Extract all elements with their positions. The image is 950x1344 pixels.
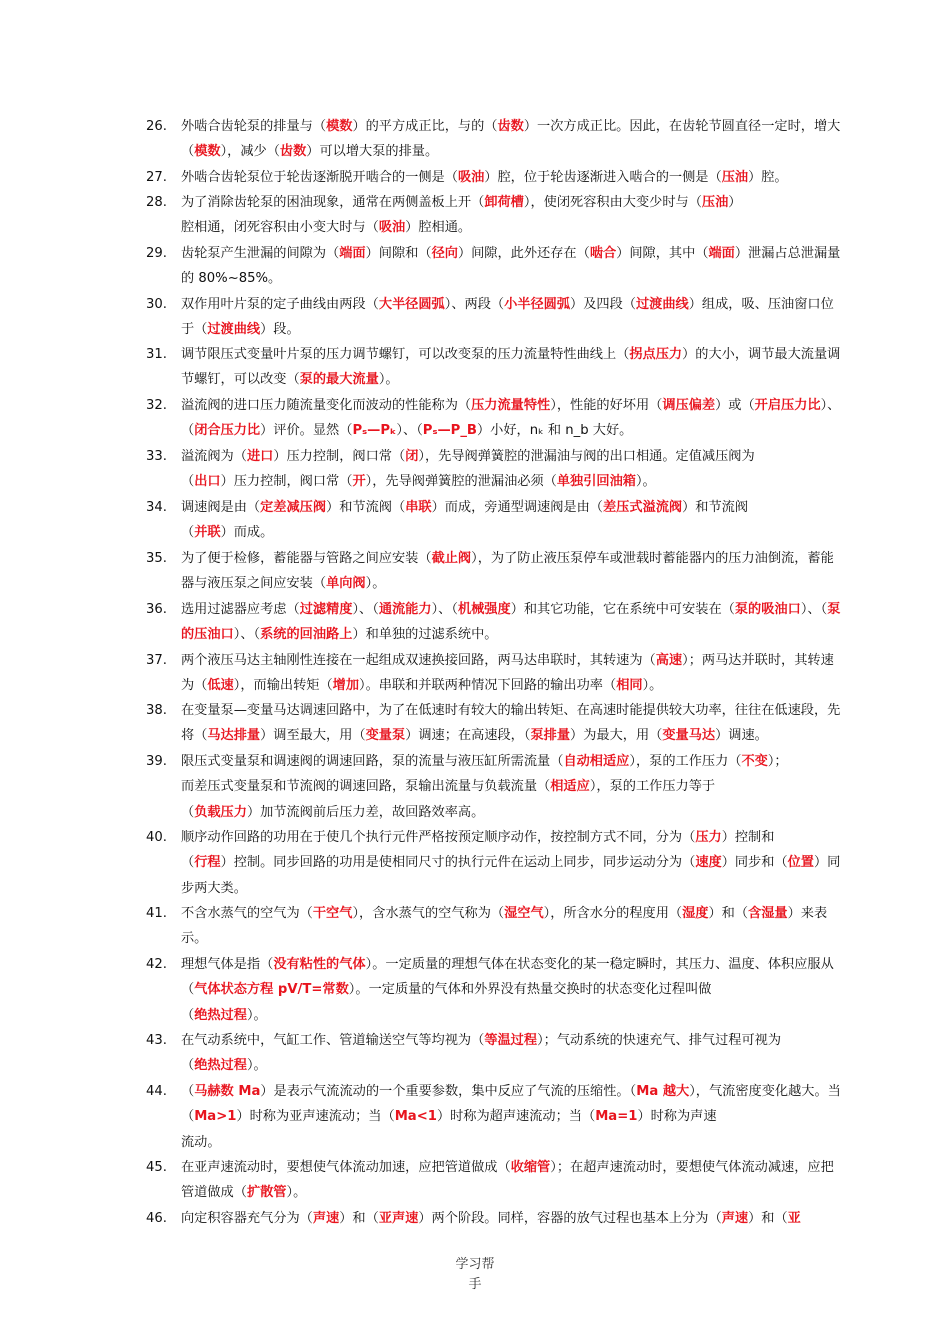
question-text: [181, 190, 846, 241]
answer-blank: 马赫数 Ma: [194, 1084, 261, 1099]
question-text-segment: ）泄漏占总泄漏量的 80%~85%。: [181, 246, 841, 287]
answer-blank: 闭: [405, 449, 419, 464]
question-text-segment: ）而成，旁通型调速阀是由（: [431, 500, 603, 515]
question-text-segment: 两个液压马达主轴刚性连接在一起组成双速换接回路，两马达串联时，其转速为（: [181, 653, 656, 668]
answer-blank: 泵排量: [530, 728, 571, 744]
answer-blank: 压油: [721, 170, 749, 185]
answer-blank: 吸油: [457, 170, 485, 185]
answer-blank: 泵的最大流量: [299, 372, 379, 388]
answer-blank: 系统的回油路上: [260, 627, 353, 643]
answer-blank: 自动相适应: [563, 754, 630, 769]
question-number: 27.: [146, 170, 167, 185]
question-text-segment: ）。一定质量的气体和外界没有热量交换时的状态变化过程叫做: [348, 982, 712, 998]
question-text-segment: ）调速；在高速段，（: [405, 728, 531, 744]
answer-blank: 单向阀: [326, 576, 366, 592]
question-text-segment: ）同步两大类。: [181, 855, 841, 896]
question-text-segment: ）腔。: [748, 170, 788, 185]
question-text: [181, 1155, 846, 1206]
question-text-segment: 限压式变量泵和调速阀的调速回路，泵的流量与液压缸所需流量（: [181, 754, 564, 769]
question-text-segment: ）。一定质量的理想气体在状态变化的某一稳定瞬时，其压力、温度、体积应服从（: [181, 957, 834, 998]
question-text-segment: （: [181, 1084, 195, 1099]
answer-blank: 绝热过程: [194, 1058, 247, 1074]
question-text: [181, 1079, 846, 1155]
question-text-segment: ）时称为亚声速流动；当（: [236, 1109, 395, 1125]
question-item: [146, 749, 846, 825]
answer-blank: 吸油: [378, 220, 406, 236]
question-text: [181, 825, 846, 901]
answer-blank: 过渡曲线: [635, 297, 689, 312]
answer-blank: 端面: [339, 246, 366, 261]
question-text: [181, 393, 846, 444]
question-text-segment: 选用过滤器应考虑（: [181, 602, 300, 617]
question-text-segment: 调速阀是由（: [181, 500, 261, 515]
question-text-segment: ）腔，位于轮齿逐渐进入啮合的一侧是（: [484, 170, 722, 185]
answer-blank: 干空气: [312, 906, 353, 921]
question-number: 31.: [146, 347, 167, 362]
question-text-segment: 向定积容器充气分为（: [181, 1211, 313, 1226]
answer-blank: 过滤精度: [299, 602, 353, 617]
answer-blank: 速度: [695, 855, 722, 871]
question-text-segment: ）小好，nₖ 和 n_b 大好。: [476, 423, 633, 439]
question-text-segment: ）、（: [233, 627, 261, 643]
question-text: [181, 749, 846, 825]
question-text: [181, 698, 846, 749]
answer-blank: 湿度: [682, 906, 709, 921]
answer-blank: 并联: [194, 525, 221, 541]
answer-blank: 相适应: [550, 779, 590, 795]
answer-blank: 模数: [326, 119, 353, 134]
answer-blank: Pₛ—Pₖ: [352, 423, 397, 439]
answer-blank: 进口: [246, 449, 274, 464]
answer-blank: 啮合: [589, 246, 617, 261]
answer-blank: 亚声速: [378, 1211, 419, 1226]
question-text-segment: 溢流阀的进口压力随流量变化而波动的性能称为（: [181, 398, 472, 413]
question-text-segment: 齿轮泵产生泄漏的间隙为（: [181, 246, 340, 261]
question-number: 40.: [146, 830, 167, 845]
answer-blank: 没有粘性的气体: [273, 957, 366, 972]
question-text-segment: ）及四段（: [570, 297, 636, 312]
answer-blank: 声速: [312, 1211, 340, 1226]
answer-blank: 不变: [741, 754, 768, 769]
question-item: [146, 444, 846, 495]
answer-blank: 低速: [207, 678, 234, 694]
question-text-segment: ）、（: [352, 602, 379, 617]
answer-blank: 出口: [194, 474, 221, 490]
question-text-segment: 外啮合齿轮泵位于轮齿逐渐脱开啮合的一侧是（: [181, 170, 458, 185]
answer-blank: 开: [352, 474, 366, 490]
answer-blank: 卸荷槽: [484, 195, 524, 210]
question-text-segment: ）、两段（: [444, 297, 505, 312]
question-number: 35.: [146, 551, 167, 566]
answer-blank: 马达排量: [207, 728, 261, 744]
question-text-segment: ）；: [767, 754, 788, 769]
question-text-segment: 顺序动作回路的功用在于使几个执行元件严格按预定顺序动作，按控制方式不同，分为（: [181, 830, 696, 845]
question-text-segment: ），而输出转矩（: [233, 678, 333, 694]
question-text-segment: ）: [728, 195, 742, 210]
question-text-segment: ）；在超声速流动时，要想使气体流动减速，应把管道做成（: [181, 1160, 834, 1201]
answer-blank: 相同: [616, 678, 643, 694]
answer-blank: 齿数: [279, 144, 307, 160]
question-text-segment: ）时称为超声速流动；当（: [436, 1109, 596, 1125]
question-text-segment: ），泵的工作压力等于: [589, 779, 716, 795]
question-text-segment: ）、（: [800, 602, 828, 617]
answer-blank: 负载压力: [194, 804, 247, 820]
question-text-segment: ），使闭死容积由大变少时与（: [523, 195, 702, 210]
question-item: [146, 1079, 846, 1155]
footer-line-2: 手: [468, 1277, 482, 1292]
question-item: [146, 165, 846, 190]
question-number: 46.: [146, 1211, 167, 1226]
answer-blank: Ma>1: [194, 1109, 237, 1125]
question-text-segment: ），泵的工作压力（: [629, 754, 742, 769]
answer-blank: 声速: [721, 1211, 749, 1226]
answer-blank: 齿数: [497, 119, 524, 134]
page-footer: [0, 1255, 950, 1295]
question-item: [146, 546, 846, 597]
question-text-segment: ）和节流阀（: [326, 500, 406, 515]
question-text-segment: ）调至最大，用（: [260, 728, 366, 744]
question-text-segment: ）和节流阀: [682, 500, 749, 515]
question-text-segment: 在变量泵—变量马达调速回路中，为了在低速时有较大的输出转矩、在高速时能提供较大功率，往往在低速段，先将（: [181, 703, 841, 744]
answer-blank: 高速: [655, 653, 683, 668]
question-text-segment: （: [181, 804, 195, 820]
answer-blank: Ma<1: [394, 1109, 437, 1125]
answer-blank: 扩散管: [246, 1185, 287, 1201]
answer-blank: 变量泵: [365, 728, 406, 744]
question-text-segment: 溢流阀为（: [181, 449, 247, 464]
question-text-segment: ）。: [635, 474, 656, 490]
question-text-segment: 双作用叶片泵的定子曲线由两段（: [181, 297, 379, 312]
question-text-segment: （: [181, 855, 195, 871]
question-number: 42.: [146, 957, 167, 972]
question-item: [146, 495, 846, 546]
question-text-segment: ）的大小，调节最大流量调节螺钉，可以改变（: [181, 347, 841, 388]
question-text-segment: 外啮合齿轮泵的排量与（: [181, 119, 327, 134]
question-text-segment: ）两个阶段。同样，容器的放气过程也基本上分为（: [418, 1211, 722, 1226]
question-text-segment: ）一次方成正比。因此，在齿轮节圆直径一定时，增大（: [181, 119, 841, 160]
question-text-segment: ），所含水分的程度用（: [543, 906, 683, 921]
question-item: [146, 648, 846, 699]
question-item: [146, 292, 846, 343]
answer-blank: 含湿量: [748, 906, 788, 921]
answer-blank: 压力流量特性: [471, 398, 551, 413]
question-number: 37.: [146, 653, 167, 668]
question-item: [146, 698, 846, 749]
question-text-segment: ）压力控制，阀口常（: [220, 474, 353, 490]
question-text-segment: ）评价。显然（: [260, 423, 353, 439]
answer-blank: 差压式溢流阀: [603, 500, 683, 515]
answer-blank: 小半径圆弧: [504, 297, 571, 312]
question-text-segment: ）同步和（: [721, 855, 788, 871]
question-item: [146, 1028, 846, 1079]
question-text: [181, 241, 846, 292]
answer-blank: 定差减压阀: [260, 500, 327, 515]
question-text-segment: ）和其它功能，它在系统中可安装在（: [510, 602, 735, 617]
question-number: 30.: [146, 297, 167, 312]
answer-blank: 端面: [708, 246, 735, 261]
question-text-segment: ）的平方成正比，与的（: [352, 119, 498, 134]
question-text-segment: ）段。: [260, 322, 300, 338]
question-text-segment: （: [181, 1007, 195, 1023]
question-text-segment: 理想气体是指（: [181, 957, 274, 972]
question-item: [146, 597, 846, 648]
question-text-segment: ）间隙，其中（: [616, 246, 709, 261]
answer-blank: Ma=1: [595, 1109, 638, 1125]
answer-blank: 机械强度: [457, 602, 511, 617]
answer-blank: 闭合压力比: [194, 423, 261, 439]
question-text-segment: ）或（: [715, 398, 755, 413]
answer-blank: 等温过程: [484, 1033, 538, 1048]
answer-blank: 模数: [194, 144, 221, 160]
question-text-segment: ）。: [246, 1058, 267, 1074]
question-text-segment: ）、（: [396, 423, 423, 439]
answer-blank: 通流能力: [378, 602, 432, 617]
question-item: [146, 190, 846, 241]
question-text-segment: 在气动系统中，气缸工作、管道输送空气等均视为（: [181, 1033, 485, 1048]
question-text-segment: 腔相通，闭死容积由小变大时与（: [181, 220, 379, 236]
question-text: [181, 597, 846, 648]
question-text: [181, 1206, 846, 1231]
answer-blank: 绝热过程: [194, 1007, 247, 1023]
question-text-segment: ）组成，吸、压油窗口位于（: [181, 297, 834, 338]
question-text-segment: ）调速。: [715, 728, 768, 744]
question-text-segment: ）。: [378, 372, 399, 388]
question-text-segment: 在亚声速流动时，要想使气体流动加速，应把管道做成（: [181, 1160, 511, 1175]
question-number: 33.: [146, 449, 167, 464]
question-text-segment: ），先导阀弹簧腔的泄漏油与阀的出口相通。定值减压阀为: [418, 449, 755, 464]
answer-blank: 收缩管: [510, 1160, 551, 1175]
question-item: [146, 393, 846, 444]
question-number: 41.: [146, 906, 167, 921]
question-number: 36.: [146, 602, 167, 617]
question-text-segment: 为了便于检修，蓄能器与管路之间应安装（: [181, 551, 432, 566]
question-text-segment: ）而成。: [220, 525, 274, 541]
question-text-segment: ）、（: [431, 602, 458, 617]
question-text-segment: （: [181, 474, 195, 490]
question-item: [146, 1155, 846, 1206]
question-text: [181, 342, 846, 393]
answer-blank: 气体状态方程 pV/T=常数: [194, 982, 349, 998]
answer-blank: 过渡曲线: [207, 322, 261, 338]
question-item: [146, 901, 846, 952]
question-text-segment: ）、（: [181, 398, 841, 439]
question-text: [181, 546, 846, 597]
question-text: [181, 165, 846, 190]
answer-blank: 压油: [701, 195, 729, 210]
question-text-segment: （: [181, 525, 195, 541]
question-text-segment: ）为最大，用（: [570, 728, 663, 744]
question-text-segment: 调节限压式变量叶片泵的压力调节螺钉，可以改变泵的压力流量特性曲线上（: [181, 347, 630, 362]
question-text-segment: ）时称为声速: [637, 1109, 717, 1125]
question-number: 26.: [146, 119, 167, 134]
question-text-segment: ）和（: [748, 1211, 788, 1226]
answer-blank: 变量马达: [662, 728, 716, 744]
answer-blank: 增加: [332, 678, 360, 694]
question-text-segment: 而差压式变量泵和节流阀的调速回路，泵输出流量与负载流量（: [181, 779, 551, 795]
question-text-segment: ）。: [286, 1185, 307, 1201]
question-number: 43.: [146, 1033, 167, 1048]
question-text-segment: ）是表示气流流动的一个重要参数，集中反应了气流的压缩性。（: [260, 1084, 637, 1099]
question-text-segment: ）。: [246, 1007, 267, 1023]
question-item: [146, 114, 846, 165]
question-text-segment: ）。: [642, 678, 663, 694]
question-text-segment: （: [181, 1058, 195, 1074]
answer-blank: Ma 越大: [636, 1084, 690, 1099]
question-text-segment: ），气流密度变化越大。当（: [181, 1084, 841, 1125]
question-text-segment: ）加节流阀前后压力差，故回路效率高。: [246, 804, 485, 820]
answer-blank: 大半径圆弧: [378, 297, 445, 312]
question-number: 39.: [146, 754, 167, 769]
answer-blank: 行程: [194, 855, 221, 871]
footer-line-1: 学习帮: [455, 1257, 495, 1272]
question-text-segment: ）来表示。: [181, 906, 828, 947]
question-text: [181, 1028, 846, 1079]
question-text-segment: 为了消除齿轮泵的困油现象，通常在两侧盖板上开（: [181, 195, 485, 210]
answer-blank: 亚: [787, 1211, 801, 1226]
question-text-segment: ）和单独的过滤系统中。: [352, 627, 498, 643]
question-text-segment: ）；气动系统的快速充气、排气过程可视为: [537, 1033, 782, 1048]
question-number: 28.: [146, 195, 167, 210]
answer-blank: 泵的吸油口: [734, 602, 801, 617]
question-number: 29.: [146, 246, 167, 261]
question-item: [146, 825, 846, 901]
answer-blank: 拐点压力: [629, 347, 683, 362]
question-text: [181, 648, 846, 699]
question-item: [146, 952, 846, 1028]
question-number: 44.: [146, 1084, 167, 1099]
question-text-segment: ）间隙和（: [365, 246, 432, 261]
answer-blank: 湿空气: [504, 906, 544, 921]
question-text: [181, 495, 846, 546]
question-text-segment: ），先导阀弹簧腔的泄漏油必须（: [365, 474, 557, 490]
question-text-segment: ），减少（: [220, 144, 280, 160]
question-text-segment: ）可以增大泵的排量。: [306, 144, 439, 160]
question-text-segment: 不含水蒸气的空气为（: [181, 906, 313, 921]
answer-blank: 调压偏差: [662, 398, 716, 413]
answer-blank: Pₛ—P_B: [422, 423, 477, 439]
answer-blank: 径向: [431, 246, 458, 261]
question-text-segment: ），为了防止液压泵停车或泄载时蓄能器内的压力油倒流，蓄能器与液压泵之间应安装（: [181, 551, 834, 592]
question-text-segment: ），含水蒸气的空气称为（: [352, 906, 505, 921]
question-number: 45.: [146, 1160, 167, 1175]
question-item: [146, 1206, 846, 1231]
question-text-segment: ）间隙，此外还存在（: [457, 246, 590, 261]
question-text: [181, 444, 846, 495]
question-text-segment: ）控制和: [721, 830, 775, 845]
answer-blank: 泵的压油口: [181, 602, 841, 643]
question-text: [181, 901, 846, 952]
question-text: [181, 952, 846, 1028]
question-text-segment: ）和（: [708, 906, 749, 921]
question-number: 38.: [146, 703, 167, 718]
question-text-segment: ）腔相通。: [405, 220, 472, 236]
question-text: [181, 292, 846, 343]
question-number: 34.: [146, 500, 167, 515]
question-text-segment: ）和（: [339, 1211, 379, 1226]
answer-blank: 压力: [695, 830, 722, 845]
answer-blank: 串联: [405, 500, 432, 515]
question-text-segment: 流动。: [181, 1134, 221, 1150]
answer-blank: 位置: [787, 855, 814, 871]
answer-blank: 截止阀: [431, 551, 472, 566]
answer-blank: 单独引回油箱: [556, 474, 636, 490]
question-text-segment: ）；两马达并联时，其转速为（: [181, 653, 834, 694]
question-item: [146, 241, 846, 292]
question-item: [146, 342, 846, 393]
question-text-segment: ）控制。同步回路的功用是使相同尺寸的执行元件在运动上同步，同步运动分为（: [220, 855, 696, 871]
question-text-segment: ）。: [365, 576, 386, 592]
question-number: 32.: [146, 398, 167, 413]
answer-blank: 开启压力比: [754, 398, 821, 413]
question-text-segment: ）。串联和并联两种情况下回路的输出功率（: [359, 678, 617, 694]
question-text-segment: ）压力控制，阀口常（: [273, 449, 406, 464]
question-text-segment: ），性能的好坏用（: [550, 398, 663, 413]
question-text: [181, 114, 846, 165]
